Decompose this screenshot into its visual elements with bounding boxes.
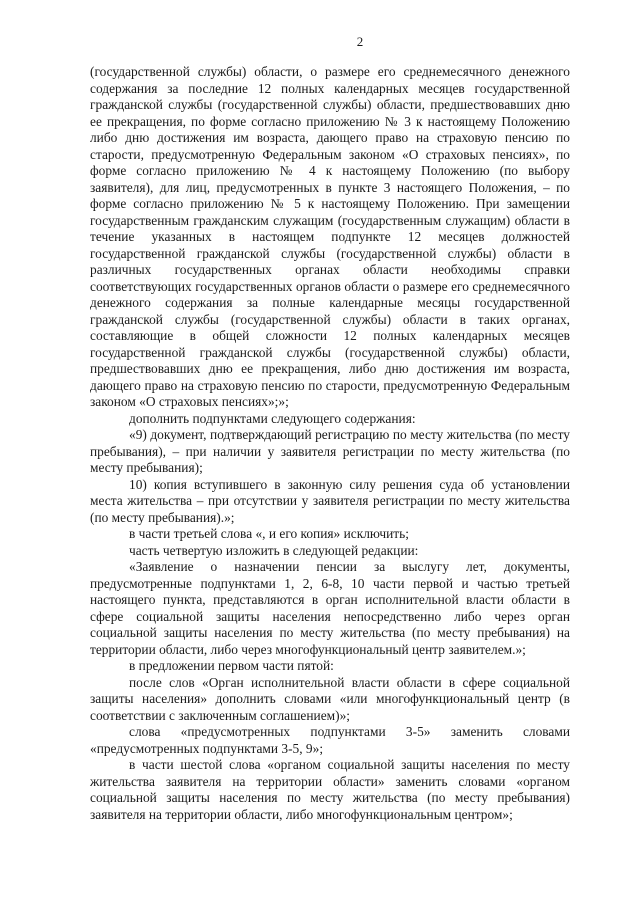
paragraph: в части третьей слова «, и его копия» исключить; xyxy=(129,526,409,541)
paragraph: после слов «Орган исполнительной власти области в сфере социальной защиты населения» дополнить словами «или многофункциональный центр (в соответствии с заключенным соглашением)»; xyxy=(90,674,570,723)
paragraph: (государственной службы) области, о размере его среднемесячного денежного содержания за последние 12 полных календарных месяцев государственной гражданской службы (государственной службы) области, предшествовавших дню ее прекращения, по форме согласно приложению № 3 к настоящему Положению либо дню достижения им возраста, дающего право на страховую пенсию по старости, предусмотренную Федеральным законом «О страховых пенсиях», по форме согласно приложению № 4 к настоящему Положению (по выбору заявителя), для лиц, предусмотренных в пункте 3 настоящего Положения, – по форме согласно приложению № 5 к настоящему Положению. При замещении государственным гражданским служащим (государственным служащим) области в течение указанных в настоящем подпункте 12 месяцев должностей государственной гражданской службы (государственной службы) области в различных государственных органах области необходимы справки соответствующих государственных органов области о размере его среднемесячного денежного содержания за полные календарные месяцы государственной гражданской службы (государственной службы) области в таких органах, составляющие в общей сложности 12 полных календарных месяцев государственной гражданской службы (государственной службы) области, предшествовавших дню ее прекращения, либо дню достижения им возраста, дающего право на страховую пенсию по старости, предусмотренную Федеральным законом «О страховых пенсиях»;»; xyxy=(90,64,570,409)
document-body xyxy=(90,64,570,823)
paragraph: часть четвертую изложить в следующей редакции: xyxy=(129,542,419,558)
paragraph: в предложении первом части пятой: xyxy=(129,658,334,673)
paragraph: в части шестой слова «органом социальной защиты населения по месту жительства заявителя на территории области» заменить словами «органом социальной защиты населения по месту жительства (по месту пребывания) заявителя на территории области, либо многофункциональным центром»; xyxy=(90,757,570,822)
paragraph: 10) копия вступившего в законную силу решения суда об установлении места жительства – при отсутствии у заявителя регистрации по месту жительства (по месту пребывания).»; xyxy=(90,476,570,525)
page-number: 2 xyxy=(356,34,364,49)
paragraph: «Заявление о назначении пенсии за выслугу лет, документы, предусмотренные подпунктами 1, 2, 6-8, 10 части первой и частью третьей настоящего пункта, представляются в орган исполнительной власти области в сфере социальной защиты населения непосредственно либо через орган социальной защиты населения по месту жительства (по месту пребывания) на территории области, либо через многофункциональный центр заявителем.»; xyxy=(90,559,570,657)
paragraph: слова «предусмотренных подпунктами 3-5» заменить словами «предусмотренных подпунктами 3-5, 9»; xyxy=(90,724,570,756)
paragraph: дополнить подпунктами следующего содержания: xyxy=(129,410,416,426)
paragraph: «9) документ, подтверждающий регистрацию по месту жительства (по месту пребывания), – при наличии у заявителя регистрации по месту жительства (по месту пребывания); xyxy=(90,427,570,475)
